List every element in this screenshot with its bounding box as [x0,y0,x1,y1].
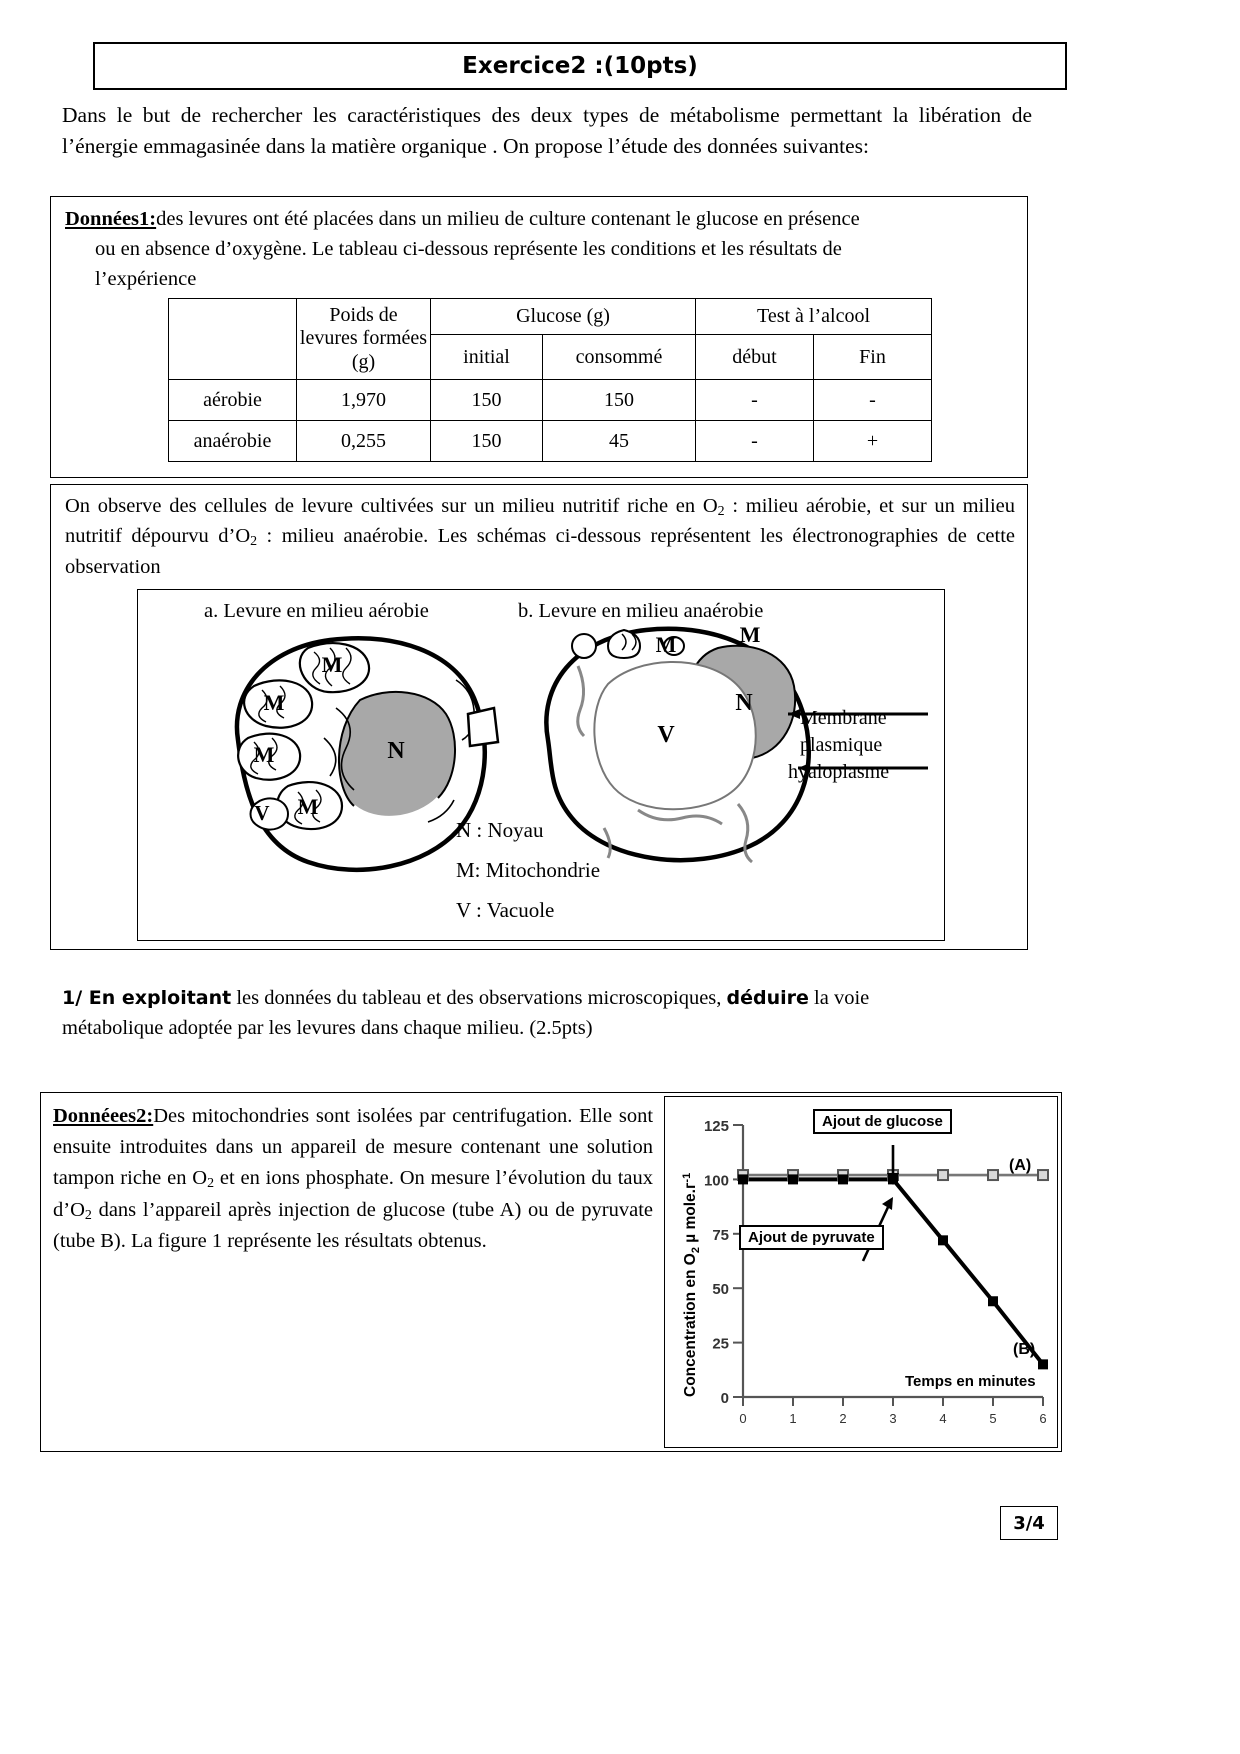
observation-line2-sub: 2 [250,534,258,550]
cell-consomme-aerobie: 150 [543,380,696,421]
svg-text:4: 4 [939,1411,947,1426]
svg-text:3: 3 [889,1411,897,1426]
donnees1-label: Données1: [65,208,157,230]
header-initial: initial [431,335,543,380]
svg-text:50: 50 [712,1281,729,1299]
donnees2-p6: de pyruvate (tube B). La figure 1 représente les [53,1198,654,1252]
header-debut: début [696,335,814,380]
series-label-a: (A) [1009,1157,1032,1174]
donnees2-p1: Des mitochondries sont isolées par centrifugation. [153,1105,573,1127]
page-number-box [1000,1506,1058,1540]
svg-text:5: 5 [989,1411,997,1426]
annotation-membrane: Membrane [800,707,887,729]
donnees1-text [51,197,1027,295]
label-m-aerobic-4: M [297,794,319,819]
observation-box [50,484,1028,950]
observation-line1-sub: 2 [717,504,725,520]
cell-initial-anaerobie: 150 [431,421,543,462]
table-row [169,421,932,462]
y-axis-tick-labels [704,1118,729,1407]
oxygen-chart-box [664,1096,1058,1448]
observation-line2-b: : milieu anaérobie. Les schémas ci-dessous représentent les [257,525,783,548]
exercise-title-box [93,42,1067,90]
series-label-b: (B) [1013,1341,1036,1358]
cell-initial-aerobie: 150 [431,380,543,421]
vacuole-anaerobic [594,662,755,809]
table-header-row-1 [169,299,932,335]
y-axis-title [681,1173,702,1397]
intro-paragraph: Dans le but de rechercher les caractéristiques des deux types de métabolisme permettant la libération de l’énergie emmagasinée dans la matière organique . On propose l’étude des données suivantes: [62,103,1032,158]
label-m-aerobic-3: M [253,742,275,767]
donnees2-p2: Elle sont ensuite introduites dans un appareil de [53,1105,654,1159]
donnees1-line3: l’expérience [95,267,197,290]
cell-diagram-box [137,589,945,941]
donnees2-box [40,1092,1062,1452]
annotation-plasmique: plasmique [800,734,883,756]
donnees1-box [50,196,1028,478]
legend-mitochondria: M: Mitochondrie [456,858,601,882]
x-axis-title: Temps en minutes [905,1373,1036,1390]
results-table [168,298,932,462]
svg-text:6: 6 [1039,1411,1047,1426]
donnees1-line2: ou en absence d’oxygène. Le tableau ci-dessous représente les conditions et les résultats de [95,237,842,260]
label-n-anaerobic: N [735,690,753,716]
donnees2-p5: dans l’appareil après injection de glucose (tube A) ou [98,1198,549,1221]
page-title: Exercice2 :(10pts) [462,53,698,79]
observation-line1-a: On observe des cellules de levure cultivées sur un milieu nutritif riche en O [65,495,718,517]
cell-milieu-anaerobie: anaérobie [169,421,297,462]
label-m-anaerobic-2: M [739,622,761,647]
header-empty-corner [169,299,297,380]
header-test-alcool: Test à l’alcool [696,299,932,335]
label-v-anaerobic: V [657,722,675,748]
cell-fin-anaerobie: + [814,421,932,462]
svg-text:125: 125 [703,1118,729,1135]
svg-text:75: 75 [712,1226,729,1244]
series-b-line [743,1179,1043,1364]
svg-text:Concentration en O2 µ mole.г-1: Concentration en $O_2$ µ $mole.г^{-1}$ [681,1172,702,1397]
donnees2-text [53,1101,653,1257]
anaerobic-cell-drawing [546,622,808,862]
donnees2-p7: résultats obtenus. [344,1229,487,1252]
question-1-bold-exploitant: 1/ En exploitant [62,987,232,1009]
annotation-box-glucose: Ajout de glucose [813,1109,952,1134]
svg-text:0: 0 [720,1390,729,1407]
header-poids-levures: Poids de levures formées (g) [297,299,431,380]
question-1 [62,983,1022,1044]
results-table-wrapper [168,298,931,462]
cell-fin-aerobie: - [814,380,932,421]
cell-consomme-anaerobie: 45 [543,421,696,462]
question-1-bold-deduire: déduire [726,987,809,1009]
table-row [169,380,932,421]
question-1-mid: les données du tableau et des observations microscopiques, [231,987,727,1009]
svg-text:1: 1 [789,1411,797,1426]
label-m-anaerobic-1: M [655,632,677,657]
legend-vacuole: V : Vacuole [456,898,555,922]
header-fin: Fin [814,335,932,380]
legend-nucleus: N : Noyau [456,818,544,842]
donnees2-p3-b: et [214,1167,235,1190]
series-b-markers [738,1174,1048,1369]
svg-text:25: 25 [712,1335,729,1353]
cell-poids-anaerobie: 0,255 [297,421,431,462]
donnees2-label: Donnéees2: [53,1105,154,1127]
header-glucose: Glucose (g) [431,299,696,335]
svg-text:0: 0 [739,1411,747,1426]
label-m-aerobic-1: M [321,652,343,677]
y-axis-ticks [733,1125,743,1397]
annotation-box-pyruvate: Ajout de pyruvate [739,1225,884,1250]
observation-text [51,485,1027,582]
figure-caption-b: b. Levure en milieu anaérobie [518,600,764,622]
donnees2-p4-sub: 2 [84,1207,92,1223]
donnees2-p4-a: en ions phosphate. On mesure l’évolution du taux d’O [53,1167,654,1221]
observation-line1-b: : milieu aérobie, et [724,495,894,517]
observation-line2-a: sur un milieu nutritif dépourvu d’O [65,495,1015,548]
x-axis-tick-labels [739,1411,1046,1426]
figure-caption-a: a. Levure en milieu aérobie [204,600,429,622]
donnees2-p3-sub: 2 [207,1176,215,1192]
page-number: 3/4 [1013,1512,1045,1534]
cell-poids-aerobie: 1,970 [297,380,431,421]
question-1-line2: métabolique adoptée par les levures dans chaque milieu. (2.5pts) [62,1017,593,1040]
label-n-aerobic: N [387,738,405,764]
cell-milieu-aerobie: aérobie [169,380,297,421]
label-m-aerobic-2: M [263,690,285,715]
question-1-tail: la voie [808,987,870,1009]
donnees2-p3-a: mesure contenant une solution tampon riche en O [53,1136,653,1190]
donnees1-line1: des levures ont été placées dans un milieu de culture contenant le glucose en présence [156,208,860,230]
cell-debut-aerobie: - [696,380,814,421]
oxygen-concentration-chart [665,1097,1059,1449]
svg-text:2: 2 [839,1411,847,1426]
svg-text:100: 100 [703,1172,729,1190]
annotation-hyaloplasme: hyaloplasme [788,761,890,783]
label-v-aerobic: V [254,801,270,825]
cell-debut-anaerobie: - [696,421,814,462]
x-axis-ticks [743,1397,1043,1406]
header-consomme: consommé [543,335,696,380]
observation-line3: électronographies de cette observation [65,525,1016,578]
